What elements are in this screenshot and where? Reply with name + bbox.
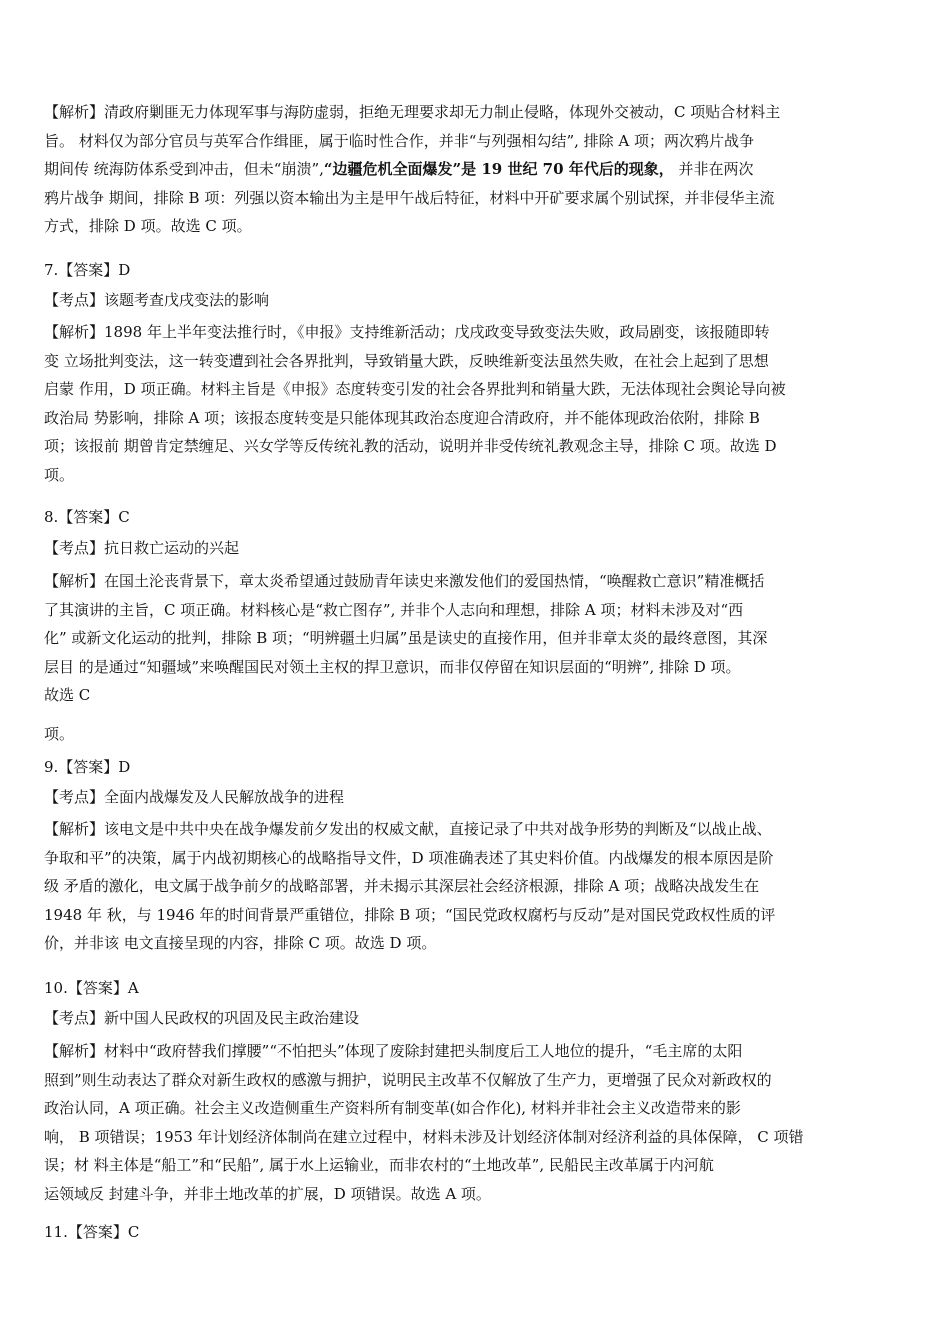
text-line: 1948 年 秋，与 1946 年的时间背景严重错位，排除 B 项；“国民党政权腐朽与反动”是对国民党政权性质的评 <box>44 905 776 924</box>
text-line: 项。 <box>44 465 75 484</box>
text-line: 政治局 势影响，排除 A 项；该报态度转变是只能体现其政治态度迎合清政府，并不能体现政治依附，排除 B <box>44 408 760 427</box>
text-line: 误；材 料主体是“船工”和“民船”, 属于水上运输业，而非农村的“土地改革”, 民船民主改革属于内河航 <box>44 1156 714 1174</box>
q10-point: 【考点】新中国人民政权的巩固及民主政治建设 <box>44 1009 360 1027</box>
text-line: 鸦片战争 期间，排除 B 项：列强以资本输出为主是甲午战后特征，材料中开矿要求属个别试探，并非侵华主流 <box>44 188 775 207</box>
text-line: 期间传 统海防体系受到冲击，但未“崩溃”,“边疆危机全面爆发”是 19 世纪 70 年代后的现象， 并非在两次 <box>44 160 754 178</box>
text-line: 响， B 项错误；1953 年计划经济体制尚在建立过程中，材料未涉及计划经济体制对经济利益的具体保障， C 项错 <box>44 1127 804 1146</box>
text-line: 价，并非该 电文直接呈现的内容，排除 C 项。故选 D 项。 <box>44 934 437 952</box>
text-line: 【解析】该电文是中共中央在战争爆发前夕发出的权威文献，直接记录了中共对战争形势的判断及“以战止战、 <box>44 820 772 838</box>
text-line: 了其演讲的主旨，C 项正确。材料核心是“救亡图存”, 并非个人志向和理想，排除 A 项；材料未涉及对“西 <box>44 600 744 619</box>
text-line: 旨。 材料仅为部分官员与英军合作缉匪，属于临时性合作，并非“与列强相勾结”, 排除 A 项；两次鸦片战争 <box>44 131 755 150</box>
q8-answer: 8.【答案】C <box>44 508 130 526</box>
q8-analysis <box>44 567 886 710</box>
text-line: 级 矛盾的激化，电文属于战争前夕的战略部署，并未揭示其深层社会经济根源，排除 A 项；战略决战发生在 <box>44 877 760 895</box>
text-line: 故选 C <box>44 686 91 704</box>
q7-point: 【考点】该题考查戊戌变法的影响 <box>44 291 270 309</box>
text-line: 项；该报前 期曾肯定禁缠足、兴女学等反传统礼教的活动，说明并非受传统礼教观念主导，排除 C 项。故选 D <box>44 437 777 455</box>
q9-analysis <box>44 815 886 958</box>
text-line: 【解析】清政府剿匪无力体现军事与海防虚弱，拒绝无理要求却无力制止侵略，体现外交被动，C 项贴合材料主 <box>44 103 781 121</box>
text-line: 方式，排除 D 项。故选 C 项。 <box>44 217 252 235</box>
text-line: 运领域反 封建斗争，并非土地改革的扩展，D 项错误。故选 A 项。 <box>44 1184 491 1203</box>
q6-analysis <box>44 98 886 241</box>
q9-answer: 9.【答案】D <box>44 758 131 776</box>
text-line: 照到”则生动表达了群众对新生政权的感激与拥护，说明民主改革不仅解放了生产力，更增强了民众对新政权的 <box>44 1070 772 1089</box>
text-line: 化” 或新文化运动的批判，排除 B 项；“明辨疆土归属”虽是读史的直接作用，但并非章太炎的最终意图，其深 <box>44 629 768 647</box>
text-line: 【解析】1898 年上半年变法推行时，《申报》支持维新活动；戊戌政变导致变法失败，政局剧变，该报随即转 <box>44 323 770 341</box>
q11-answer: 11.【答案】C <box>44 1223 140 1241</box>
text-line: 【解析】材料中“政府替我们撑腰”“不怕把头”体现了废除封建把头制度后工人地位的提升，“毛主席的太阳 <box>44 1042 743 1060</box>
text-line: 启蒙 作用，D 项正确。材料主旨是《申报》态度转变引发的社会各界批判和销量大跌，无法体现社会舆论导向被 <box>44 380 786 398</box>
text-line: 政治认同，A 项正确。社会主义改造侧重生产资料所有制变革(如合作化), 材料并非社会主义改造带来的影 <box>44 1099 741 1117</box>
q8-point: 【考点】抗日救亡运动的兴起 <box>44 539 240 557</box>
text-line: 争取和平”的决策，属于内战初期核心的战略指导文件，D 项准确表述了其史料价值。内战爆发的根本原因是阶 <box>44 848 774 867</box>
q8-analysis-tail: 项。 <box>44 725 75 743</box>
q9-point: 【考点】全面内战爆发及人民解放战争的进程 <box>44 788 345 806</box>
text-line: 层目 的是通过“知疆域”来唤醒国民对领土主权的捍卫意识，而非仅停留在知识层面的“明辨”, 排除 D 项。 <box>44 657 741 676</box>
q7-analysis <box>44 318 886 489</box>
q10-analysis <box>44 1037 886 1208</box>
q10-answer: 10.【答案】A <box>44 979 139 997</box>
q7-answer: 7.【答案】D <box>44 261 131 279</box>
text-line: 变 立场批判变法，这一转变遭到社会各界批判，导致销量大跌，反映维新变法虽然失败，在社会上起到了思想 <box>44 351 769 370</box>
text-line: 【解析】在国土沦丧背景下，章太炎希望通过鼓励青年读史来激发他们的爱国热情，“唤醒救亡意识”精准概括 <box>44 572 765 590</box>
bold-emphasis: “边疆危机全面爆发”是 19 世纪 70 年代后的现象， <box>323 160 674 178</box>
